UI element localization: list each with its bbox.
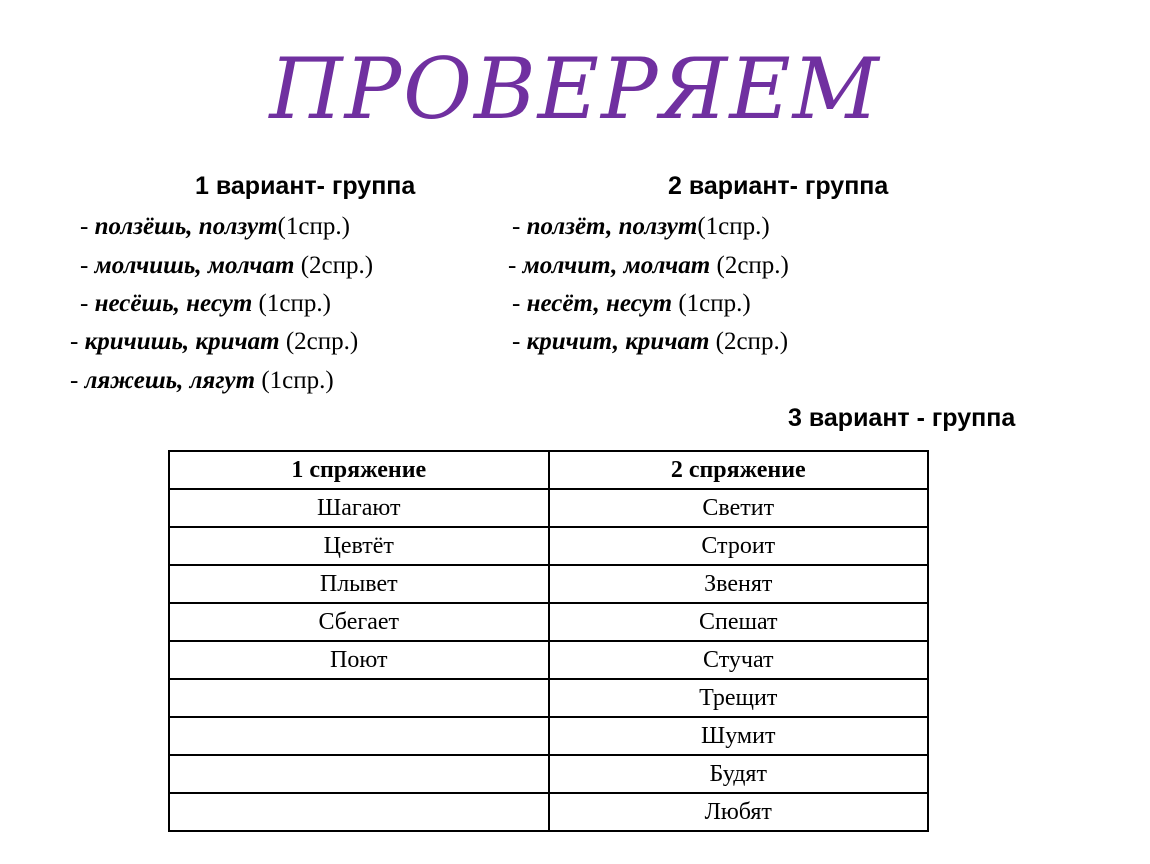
variant-2-line [512,212,770,242]
table-row [169,717,928,755]
line-words: ляжешь, лягут [84,367,256,394]
conjugation-table [168,450,929,832]
line-words: кричит, кричат [526,328,710,355]
table-cell: Цевтёт [169,527,549,565]
page-title: ПРОВЕРЯЕМ [269,40,881,138]
table-row [169,489,928,527]
table-cell: Строит [549,527,929,565]
line-words: молчит, молчат [522,252,711,279]
line-tail: (2спр.) [279,328,359,355]
line-words: кричишь, кричат [84,328,280,355]
table-row [169,565,928,603]
column-header: 1 спряжение [169,451,549,489]
table-cell: Будят [549,755,929,793]
line-tail: (1спр.) [255,367,334,394]
line-dash: - [70,328,85,355]
variant-1-line [80,212,350,242]
line-words: несёшь, несут [94,290,253,317]
table-row [169,641,928,679]
line-dash: - [70,367,85,394]
table-cell [169,755,549,793]
table-header-row [169,451,928,489]
table-row [169,603,928,641]
variant-2-line [508,251,789,281]
column-header: 2 спряжение [549,451,929,489]
variant-1-heading: 1 вариант- группа [195,172,416,200]
line-dash: - [512,328,527,355]
variant-2-heading: 2 вариант- группа [668,172,889,200]
line-dash: - [80,252,95,279]
variant-2-line [512,289,751,319]
table-row [169,679,928,717]
line-words: молчишь, молчат [94,252,295,279]
table-cell: Любят [549,793,929,831]
variant-1-line [80,251,373,281]
line-tail: (2спр.) [294,252,374,279]
line-dash: - [80,290,95,317]
line-dash: - [80,213,95,240]
table-cell: Шагают [169,489,549,527]
line-dash: - [512,213,527,240]
line-dash: - [508,252,523,279]
line-tail: (2спр.) [710,252,789,279]
variant-1-line [70,366,334,396]
table-cell: Плывет [169,565,549,603]
line-tail: (1спр.) [277,213,350,240]
table-cell: Трещит [549,679,929,717]
line-words: ползёшь, ползут [94,213,278,240]
table-cell: Шумит [549,717,929,755]
line-tail: (1спр.) [697,213,770,240]
variant-1-line [80,289,331,319]
variant-3-heading: 3 вариант - группа [788,404,1016,432]
table-cell: Сбегает [169,603,549,641]
line-tail: (1спр.) [672,290,751,317]
table-row [169,527,928,565]
line-tail: (2спр.) [709,328,789,355]
line-words: ползёт, ползут [526,213,698,240]
variant-1-line [70,327,358,357]
table-cell [169,793,549,831]
table-cell: Светит [549,489,929,527]
table-row [169,755,928,793]
variant-2-line [512,327,788,357]
table-cell: Спешат [549,603,929,641]
table-row [169,793,928,831]
table-cell [169,679,549,717]
table-cell: Стучат [549,641,929,679]
table-cell: Звенят [549,565,929,603]
line-words: несёт, несут [526,290,673,317]
line-dash: - [512,290,527,317]
table-cell [169,717,549,755]
table-cell: Поют [169,641,549,679]
line-tail: (1спр.) [252,290,331,317]
